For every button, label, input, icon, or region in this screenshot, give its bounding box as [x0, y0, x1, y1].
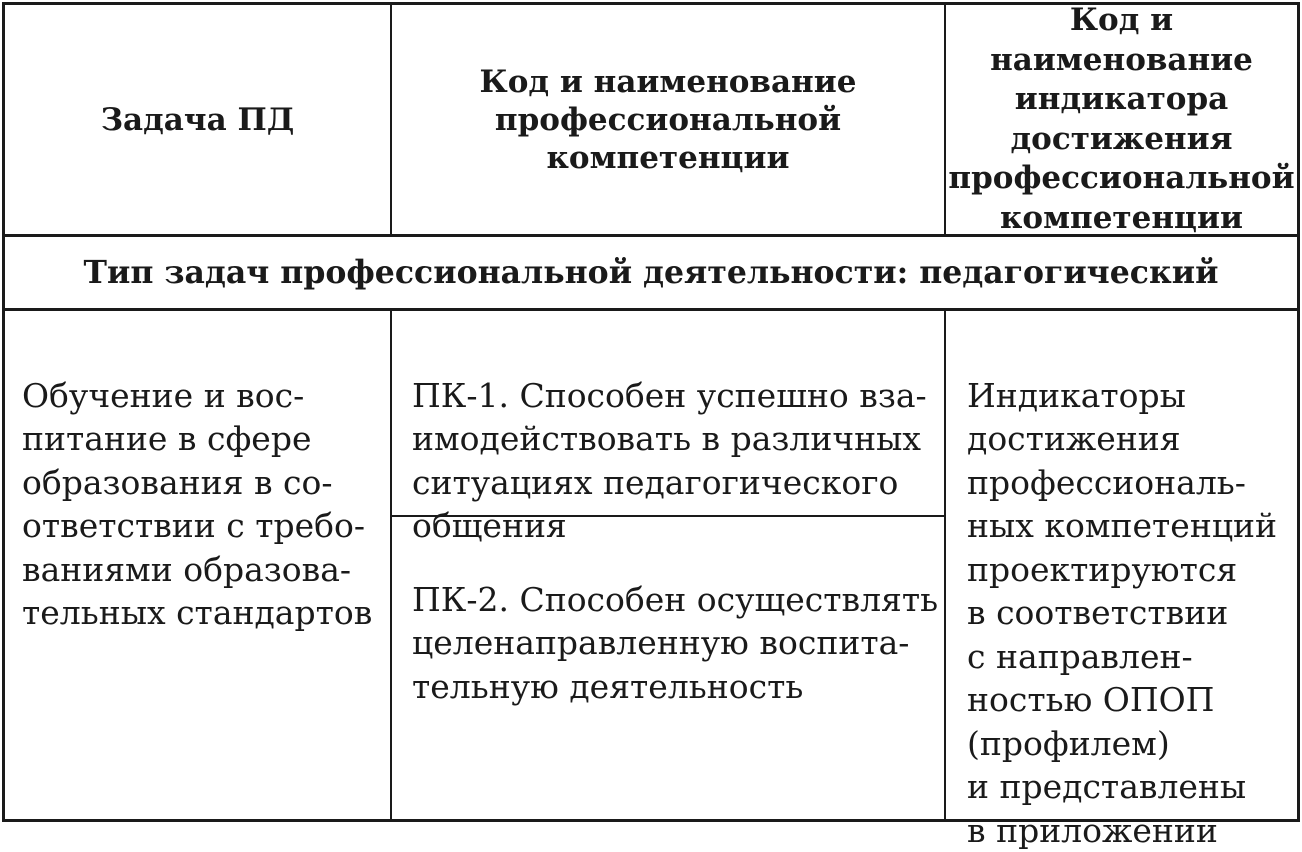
task-cell — [22, 330, 388, 635]
header-task — [5, 5, 390, 234]
competency-cell-pk1 — [412, 330, 942, 548]
competency-pk2-text: ПК-2. Способен осуществлять целенаправленную воспита- тельную деятельность — [412, 579, 939, 706]
col-divider-1-body — [390, 309, 392, 821]
section-title-label: Тип задач профессиональной деятельности: педагогический — [83, 253, 1219, 291]
task-text: Обучение и вос- питание в сфере образования в со- ответствии с требо- ваниями образова- тельных стандартов — [22, 375, 373, 632]
header-indicator — [946, 2, 1297, 236]
header-indicator-label: Код и наименование индикатора достижения профессиональной компетенции — [948, 2, 1295, 236]
section-bottom-rule — [2, 308, 1300, 311]
indicator-text: Индикаторы достижения профессиональ- ных компетенций проектируются в соответствии с направлен- ностью ОПОП (профилем) и представлены в приложении — [967, 375, 1278, 850]
indicator-cell — [967, 330, 1295, 852]
border-right — [1297, 2, 1300, 822]
competency-cell-pk2 — [412, 534, 942, 708]
col-divider-2-body — [944, 309, 946, 821]
header-competency — [392, 5, 944, 234]
competency-pk1-text: ПК-1. Способен успешно вза- имодействовать в различных ситуациях педагогического общения — [412, 375, 927, 545]
header-competency-label: Код и наименование профессиональной компетенции — [479, 63, 857, 176]
section-title — [5, 237, 1297, 308]
header-task-label: Задача ПД — [100, 101, 295, 138]
